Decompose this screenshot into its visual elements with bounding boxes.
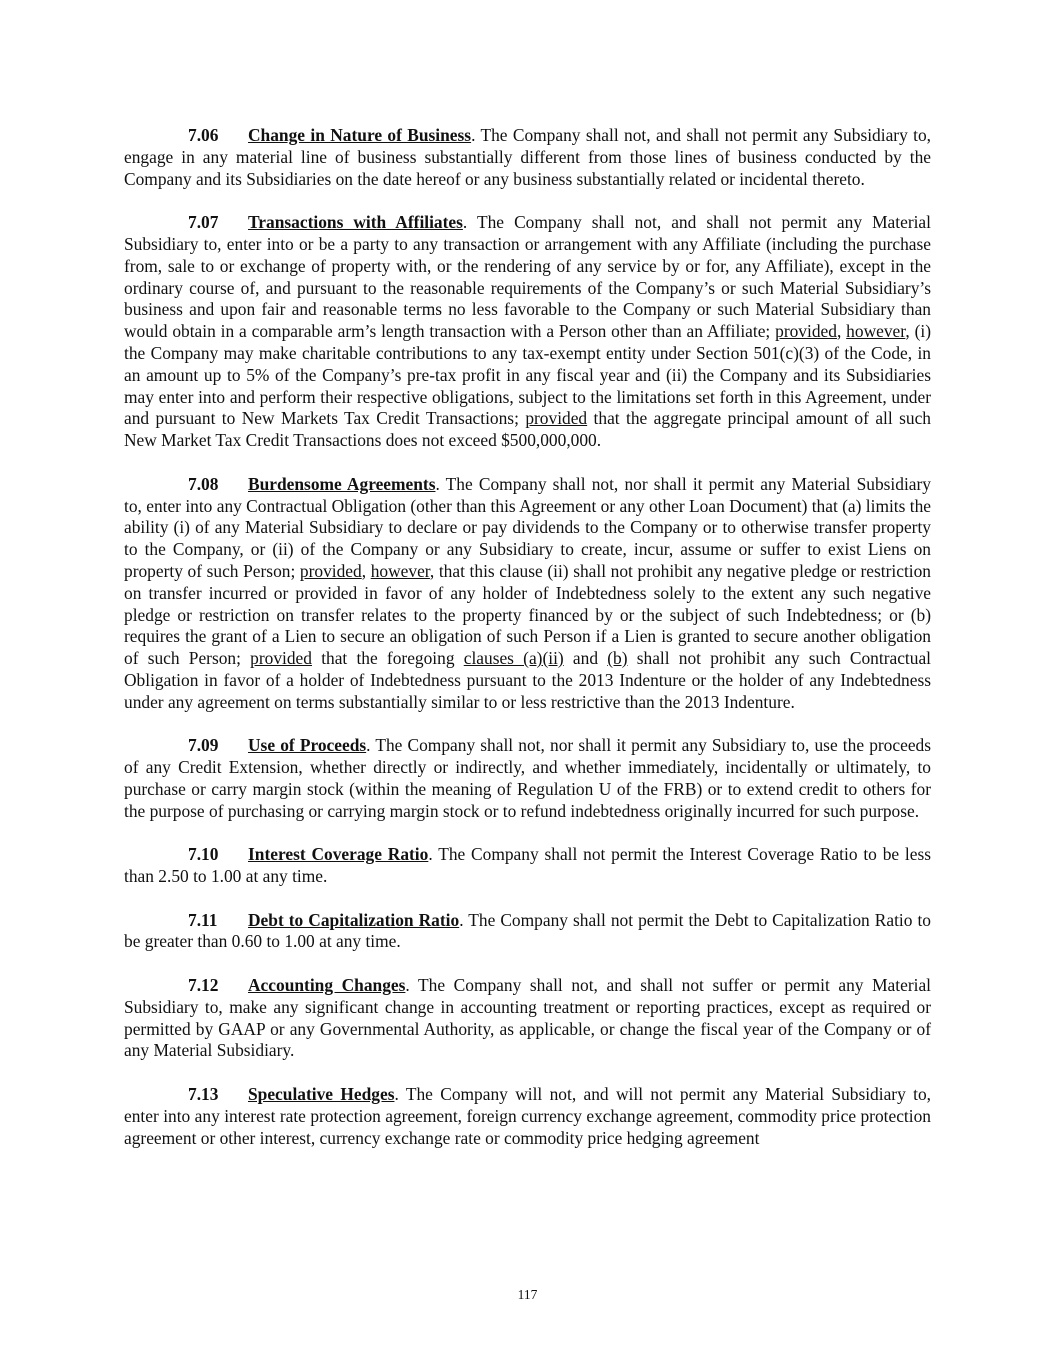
- section-number: 7.09: [188, 735, 219, 756]
- section-body: , (i) the Company may make charitable contributions to any tax-exempt entity under Section 501(c)(3) of the Code, in an amount up to 5% of the Company’s pre-tax profit in any fiscal year and (ii) the Company and its Subsidiaries may enter into and perform their respective obligations, subject to the limitations set forth in this Agreement, under and pursuant to New Markets Tax Credit Transactions;: [124, 321, 931, 429]
- clauses-reference: clauses (a)(ii): [463, 648, 564, 669]
- section-body: . The Company shall not, and shall not suffer or permit any Material Subsidiary to, make any significant change in accounting treatment or reporting practices, except as required or permitted by GAAP or any Governmental Authority, as applicable, or change the fiscal year of the Company or of any Material Subsidiary.: [124, 975, 931, 1061]
- section-body: . The Company shall not, nor shall it permit any Material Subsidiary to, enter into any Contractual Obligation (other than this Agreement or any other Loan Document) that (a) limits the ability (i) of any Material Subsidiary to declare or pay dividends to the Company or to otherwise transfer property to the Company, or (ii) of the Company or any Subsidiary to create, incur, assume or suffer to exist Liens on property of such Person;: [124, 473, 931, 581]
- section-number: 7.06: [188, 125, 219, 145]
- separator: ,: [361, 560, 371, 581]
- section-body: . The Company shall not, and shall not permit any Subsidiary to, engage in any material line of business substantially different from those lines of business conducted by the Company and its Subsidiaries on the date hereof or any business substantially related or incidental thereto.: [124, 125, 932, 189]
- section-body: . The Company shall not, nor shall it permit any Subsidiary to, use the proceeds of any Credit Extension, whether directly or indirectly, and whether immediately, incidentally or ultimately, to purchase or carry margin stock (within the meaning of Regulation U of the FRB) or to extend credit to others for the purpose of purchasing or carrying margin stock or to refund indebtedness originally incurred for such purpose.: [124, 735, 931, 821]
- section-heading: Accounting Changes: [248, 975, 406, 996]
- section-heading: Transactions with Affiliates: [248, 212, 463, 233]
- section-7-06: [124, 125, 931, 190]
- section-7-08: [124, 474, 931, 714]
- section-body: . The Company shall not permit the Debt to Capitalization Ratio to be greater than 0.60 to 1.00 at any time.: [124, 909, 931, 952]
- section-number: 7.07: [188, 212, 219, 233]
- section-heading: Interest Coverage Ratio: [248, 844, 429, 865]
- section-7-07: [124, 212, 931, 452]
- section-body: . The Company will not, and will not permit any Material Subsidiary to, enter into any interest rate protection agreement, foreign currency exchange agreement, commodity price protection agreement or other interest, currency exchange rate or commodity price hedging agreement: [124, 1084, 931, 1148]
- section-7-12: [124, 975, 931, 1062]
- however-term: however: [370, 560, 430, 581]
- section-body: shall not prohibit any such Contractual Obligation in favor of a holder of Indebtedness pursuant to the 2013 Indenture or the holder of any Indebtedness under any agreement on terms substantially similar to or less restrictive than the 2013 Indenture.: [124, 648, 931, 712]
- section-body: . The Company shall not, and shall not permit any Material Subsidiary to, enter into or be a party to any transaction or arrangement with any Affiliate (including the purchase from, sale to or exchange of property with, or the rendering of any service by or for, any Affiliate), except in the ordinary course of, and pursuant to the reasonable requirements of the Company’s or such Material Subsidiary’s business and upon fair and reasonable terms no less favorable to the Company or such Material Subsidiary than would obtain in a comparable arm’s length transaction with a Person other than an Affiliate;: [124, 212, 931, 342]
- section-7-10: [124, 844, 931, 888]
- provided-term: provided: [250, 648, 312, 669]
- section-number: 7.12: [188, 975, 219, 996]
- section-heading: Use of Proceeds: [248, 735, 367, 756]
- clause-b-reference: (b): [607, 648, 628, 669]
- section-number: 7.11: [188, 909, 218, 930]
- provided-term: provided: [775, 321, 837, 342]
- page-number: 117: [517, 1287, 538, 1302]
- section-heading: Burdensome Agreements: [248, 473, 436, 494]
- provided-term: provided: [525, 408, 588, 429]
- section-body: and: [563, 648, 608, 669]
- section-7-09: [124, 735, 931, 822]
- document-page: [124, 125, 931, 1171]
- section-number: 7.08: [188, 473, 219, 494]
- section-heading: Change in Nature of Business: [248, 125, 472, 145]
- section-body: that the foregoing: [311, 648, 464, 669]
- section-body: that the aggregate principal amount of all such New Market Tax Credit Transactions does not exceed $500,000,000.: [124, 408, 931, 451]
- section-7-11: [124, 910, 931, 954]
- section-number: 7.10: [188, 844, 219, 865]
- section-heading: Speculative Hedges: [248, 1084, 395, 1105]
- separator: ,: [836, 321, 847, 342]
- provided-term: provided: [299, 560, 362, 581]
- section-body: , that this clause (ii) shall not prohibit any negative pledge or restriction on transfer incurred or provided in favor of any holder of Indebtedness solely to the extent any such negative pledge or restriction on transfer relates to the property financed by or the subject of such Indebtedness; or (b) requires the grant of a Lien to secure an obligation of such Person if a Lien is granted to secure another obligation of such Person;: [124, 560, 931, 669]
- section-heading: Debt to Capitalization Ratio: [248, 909, 460, 930]
- section-body: . The Company shall not permit the Interest Coverage Ratio to be less than 2.50 to 1.00 at any time.: [124, 844, 932, 887]
- however-term: however: [846, 321, 906, 342]
- section-7-13: [124, 1084, 931, 1149]
- section-number: 7.13: [188, 1084, 219, 1105]
